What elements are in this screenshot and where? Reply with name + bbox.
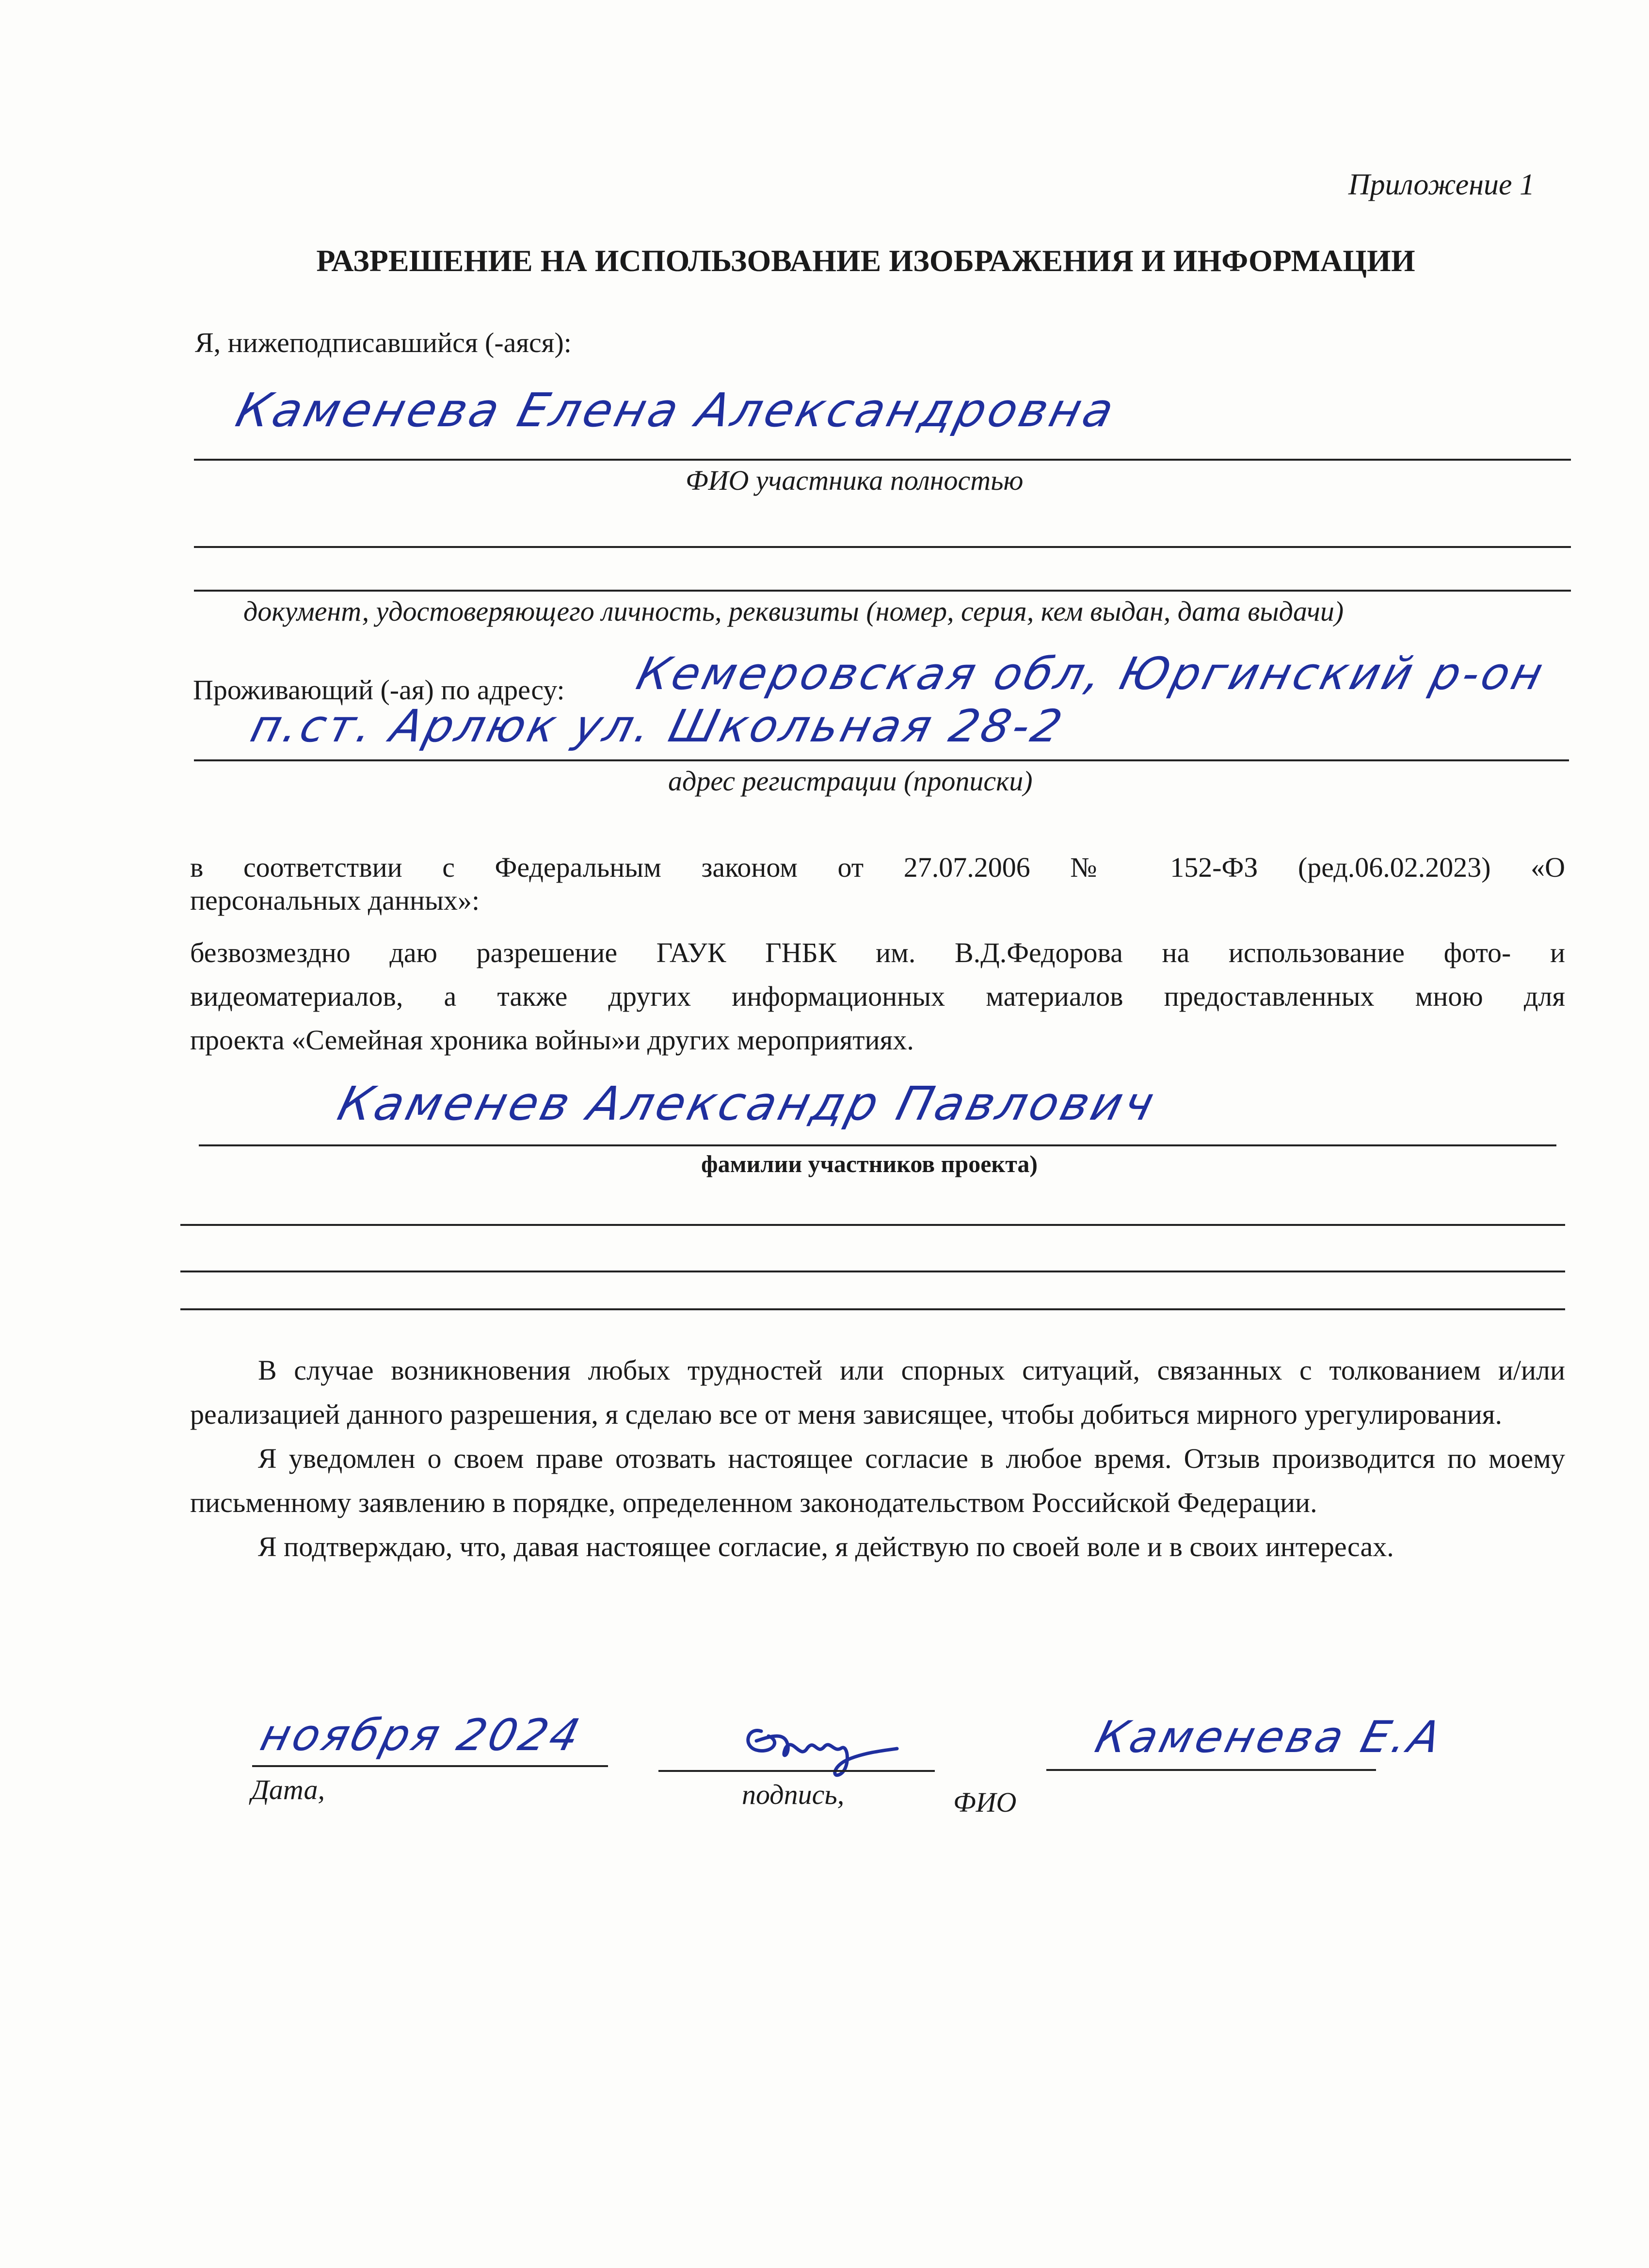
signature bbox=[727, 1702, 902, 1780]
project-participants-handwritten: Каменев Александр Павлович bbox=[333, 1077, 1163, 1131]
document-line-1 bbox=[194, 546, 1571, 548]
address-handwritten-line-1: Кемеровская обл, Юргинский р-он bbox=[631, 648, 1551, 700]
project-line-4 bbox=[180, 1308, 1565, 1310]
document-title: РАЗРЕШЕНИЕ НА ИСПОЛЬЗОВАНИЕ ИЗОБРАЖЕНИЯ И ИНФОРМАЦИИ bbox=[316, 243, 1415, 278]
project-participants-caption: фамилии участников проекта) bbox=[701, 1150, 1038, 1177]
document-caption: документ, удостоверяющего личность, реквизиты (номер, серия, кем выдан, дата выдачи) bbox=[243, 595, 1344, 627]
fio-handwritten: Каменева Е.А bbox=[1090, 1712, 1449, 1763]
project-line-2 bbox=[180, 1224, 1565, 1226]
signature-caption: подпись, bbox=[742, 1779, 845, 1810]
appendix-label: Приложение 1 bbox=[1348, 168, 1535, 201]
consent-line-1: безвозмездно даю разрешение ГАУК ГНБК им. В.Д.Федорова на использование фото- и bbox=[190, 937, 1565, 968]
revocation-paragraph: Я уведомлен о своем праве отозвать настоящее согласие в любое время. Отзыв производится по моему письменному заявлению в порядке, определенном законодательством Российской Федерации. bbox=[190, 1443, 1565, 1518]
date-line bbox=[252, 1765, 608, 1767]
address-line bbox=[194, 759, 1569, 761]
date-handwritten: ноября 2024 bbox=[255, 1710, 588, 1761]
fio-line bbox=[1046, 1769, 1376, 1771]
law-reference-line-1: в соответствии с Федеральным законом от 27.07.2006 № 152-ФЗ (ред.06.02.2023) «О bbox=[190, 852, 1565, 883]
consent-line-2: видеоматериалов, а также других информационных материалов предоставленных мною для bbox=[190, 981, 1565, 1012]
fio-caption: ФИО bbox=[953, 1786, 1017, 1818]
project-participants-line bbox=[199, 1144, 1556, 1146]
dispute-paragraph: В случае возникновения любых трудностей или спорных ситуаций, связанных с толкованием и/или реализацией данного разрешения, я сделаю все от меня зависящее, чтобы добиться мирного урегулирования. bbox=[190, 1354, 1565, 1430]
address-caption: адрес регистрации (прописки) bbox=[668, 765, 1033, 797]
address-handwritten-line-2: п.ст. Арлюк ул. Школьная 28-2 bbox=[245, 700, 1070, 752]
undersigned-label: Я, нижеподписавшийся (-аяся): bbox=[195, 327, 572, 358]
signature-line bbox=[658, 1770, 935, 1772]
terms-paragraphs bbox=[190, 1348, 1565, 1569]
document-line-2 bbox=[194, 590, 1571, 592]
consent-line-3: проекта «Семейная хроника войны»и других мероприятиях. bbox=[190, 1024, 914, 1056]
law-reference-line-2: персональных данных»: bbox=[190, 885, 480, 916]
date-caption: Дата, bbox=[251, 1774, 325, 1805]
participant-name-caption: ФИО участника полностью bbox=[686, 465, 1024, 496]
participant-name-handwritten: Каменева Елена Александровна bbox=[231, 383, 1122, 437]
participant-name-line bbox=[194, 459, 1571, 461]
project-line-3 bbox=[180, 1271, 1565, 1272]
confirmation-paragraph: Я подтверждаю, что, давая настоящее согласие, я действую по своей воле и в своих интересах. bbox=[258, 1531, 1394, 1562]
address-label: Проживающий (-ая) по адресу: bbox=[193, 674, 565, 706]
